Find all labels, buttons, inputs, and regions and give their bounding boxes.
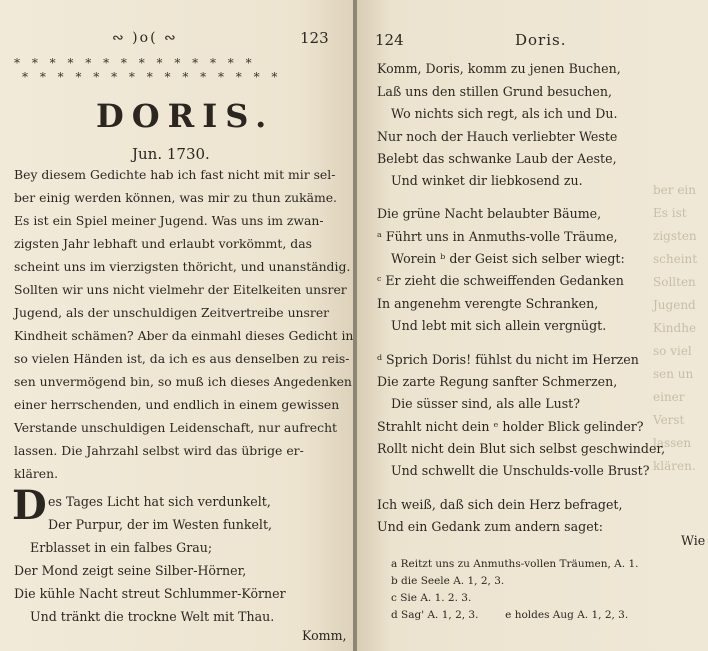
footnote: b die Seele A. 1, 2, 3.: [391, 575, 505, 587]
preface-line: scheint uns im vierzigsten thöricht, und unanständig.: [14, 259, 351, 274]
header-ornament: ∾ )o( ∾: [112, 30, 178, 46]
verse-line: Und winket dir liebkosend zu.: [391, 173, 583, 188]
verse-line: Worein ᵇ der Geist sich selber wiegt:: [391, 251, 625, 266]
verse-line: Die kühle Nacht streut Schlummer-Körner: [14, 586, 286, 601]
poem-date: Jun. 1730.: [132, 145, 210, 163]
running-head: Doris.: [515, 31, 567, 49]
bleed-through-text: Es ist: [653, 206, 687, 220]
verse-line: Der Mond zeigt seine Silber-Hörner,: [14, 563, 247, 578]
verse-line: Die grüne Nacht belaubter Bäume,: [377, 206, 602, 221]
verse-line: Nur noch der Hauch verliebter Weste: [377, 129, 618, 144]
bleed-through-text: Kindhe: [653, 321, 697, 335]
verse-line: Und schwellt die Unschulds-volle Brust?: [391, 463, 650, 478]
verse-line: ᶜ Er zieht die schweiffenden Gedanken: [377, 273, 624, 288]
bleed-through-text: so viel: [653, 344, 692, 358]
verse-line: Wo nichts sich regt, als ich und Du.: [391, 106, 618, 121]
verse-line: Die zarte Regung sanfter Schmerzen,: [377, 374, 618, 389]
preface-line: Verstande unschuldigen Leidenschaft, nur aufrecht: [14, 420, 338, 435]
bleed-through-text: zigsten: [653, 229, 697, 243]
verse-line: Und tränkt die trockne Welt mit Thau.: [30, 609, 275, 624]
bleed-through-text: lassen: [653, 436, 692, 450]
preface-line: lassen. Die Jahrzahl selbst wird das übrige er-: [14, 443, 304, 458]
footnote: c Sie A. 1. 2. 3.: [391, 592, 472, 604]
bleed-through-text: sen un: [653, 367, 694, 381]
verse-line: Der Purpur, der im Westen funkelt,: [48, 517, 273, 532]
preface-line: Kindheit schämen? Aber da einmahl dieses Gedicht in: [14, 328, 353, 343]
verse-line: Rollt nicht dein Blut sich selbst geschwinder,: [377, 441, 666, 456]
verse-line: Die süsser sind, als alle Lust?: [391, 396, 580, 411]
verse-line: ᵃ Führt uns in Anmuths-volle Träume,: [377, 229, 618, 244]
bleed-through-text: klären.: [653, 459, 696, 473]
page-number: 124: [375, 31, 404, 49]
right-page: [357, 0, 708, 651]
verse-line: es Tages Licht hat sich verdunkelt,: [48, 494, 271, 509]
bleed-through-text: Sollten: [653, 275, 696, 289]
star-border-bottom: * * * * * * * * * * * * * * *: [22, 70, 282, 84]
verse-line: Ich weiß, daß sich dein Herz befraget,: [377, 497, 623, 512]
verse-line: ᵈ Sprich Doris! fühlst du nicht im Herzen: [377, 352, 639, 367]
preface-line: so vielen Händen ist, da ich es aus denselben zu reis-: [14, 351, 350, 366]
preface-line: ber einig werden können, was mir zu thun zukäme.: [14, 190, 337, 205]
bleed-through-text: Verst: [653, 413, 685, 427]
preface-line: Jugend, als der unschuldigen Zeitvertreibe unsrer: [14, 305, 330, 320]
verse-line: Belebt das schwanke Laub der Aeste,: [377, 151, 617, 166]
footnote: a Reitzt uns zu Anmuths-vollen Träumen, A. 1.: [391, 558, 639, 570]
catchword: Wie: [681, 533, 706, 548]
left-page: [0, 0, 353, 651]
bleed-through-text: einer: [653, 390, 685, 404]
bleed-through-text: ber ein: [653, 183, 697, 197]
verse-line: Strahlt nicht dein ᵉ holder Blick gelinder?: [377, 419, 644, 434]
preface-line: sen unvermögend bin, so muß ich dieses Angedenken: [14, 374, 352, 389]
bleed-through-text: scheint: [653, 252, 698, 266]
star-border-top: * * * * * * * * * * * * * *: [14, 56, 256, 70]
drop-cap: D: [12, 482, 47, 529]
preface-line: klären.: [14, 466, 59, 481]
bleed-through-text: Jugend: [653, 298, 696, 312]
poem-title: DORIS.: [96, 97, 275, 135]
verse-line: Erblasset in ein falbes Grau;: [30, 540, 213, 555]
preface-line: Es ist ein Spiel meiner Jugend. Was uns im zwan-: [14, 213, 324, 228]
catchword: Komm,: [302, 628, 347, 643]
verse-line: Und ein Gedank zum andern saget:: [377, 519, 603, 534]
preface-line: zigsten Jahr lebhaft und erlaubt vorkömmt, das: [14, 236, 312, 251]
verse-line: Laß uns den stillen Grund besuchen,: [377, 84, 612, 99]
verse-line: In angenehm verengte Schranken,: [377, 296, 599, 311]
preface-line: Bey diesem Gedichte hab ich fast nicht mit mir sel-: [14, 167, 336, 182]
page-number: 123: [300, 29, 329, 47]
preface-line: Sollten wir uns nicht vielmehr der Eitelkeiten unsrer: [14, 282, 347, 297]
verse-line: Komm, Doris, komm zu jenen Buchen,: [377, 61, 621, 76]
verse-line: Und lebt mit sich allein vergnügt.: [391, 318, 607, 333]
footnote: d Sag' A. 1, 2, 3. e holdes Aug A. 1, 2, 3.: [391, 609, 629, 621]
preface-line: einer herrschenden, und endlich in einem gewissen: [14, 397, 340, 412]
